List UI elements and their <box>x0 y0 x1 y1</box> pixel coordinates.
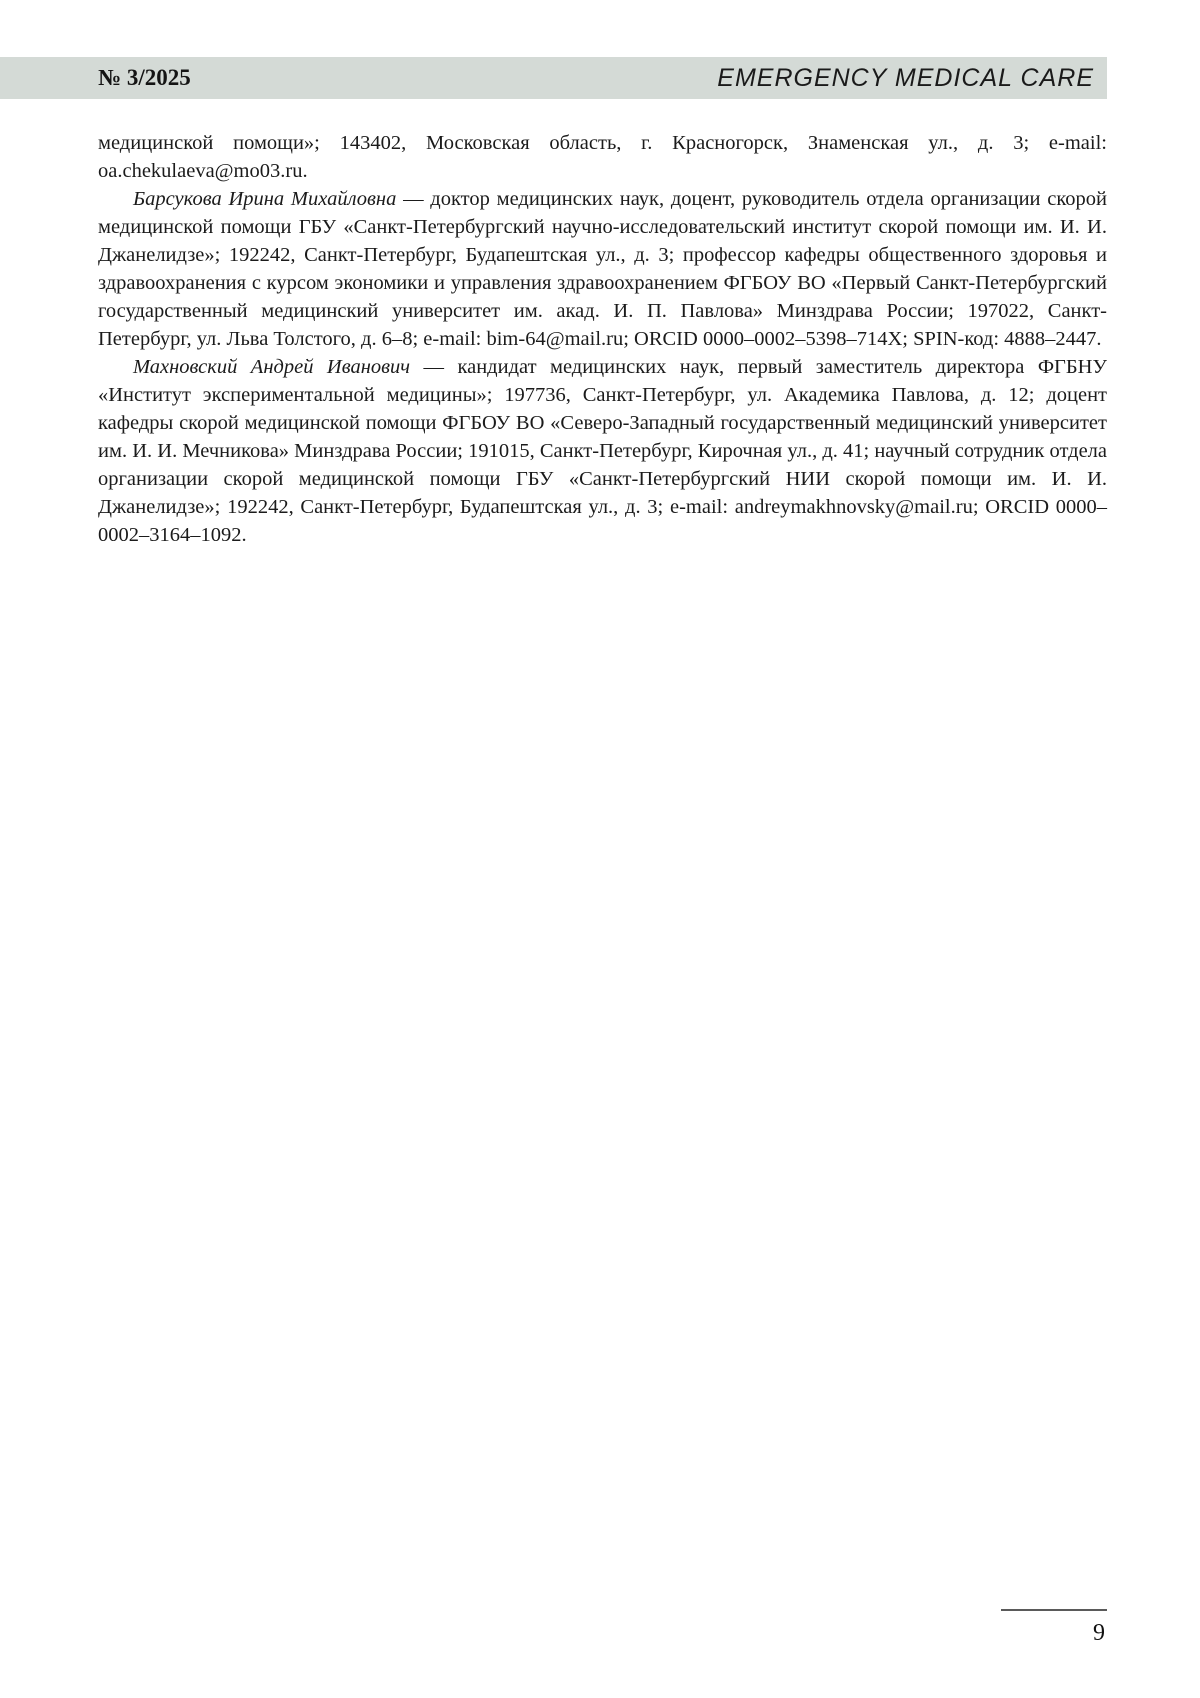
author-name: Махновский Андрей Иванович <box>133 356 411 378</box>
author-bio-text: медицинской помощи»; 143402, Московская область, г. Красногорск, Знаменская ул., д. 3; e-mail: oa.chekulaeva@mo03.ru. <box>98 132 1107 182</box>
page-header-bar <box>0 57 1107 99</box>
issue-number: № 3/2025 <box>98 65 191 90</box>
journal-title: EMERGENCY MEDICAL CARE <box>717 63 1094 92</box>
footer-rule <box>1001 1609 1107 1611</box>
author-bio-text: — доктор медицинских наук, доцент, руководитель отдела организации скорой медицинской помощи ГБУ «Санкт-Петербургский научно-исследовательский институт скорой помощи им. И. И. Джанелидзе»; 192242, Санкт-Петербург, Будапештская ул., д. 3; профессор кафедры общественного здоровья и здравоохранения с курсом экономики и управления здравоохранением ФГБОУ ВО «Первый Санкт-Петербургский государственный медицинский университет им. акад. И. П. Павлова» Минздрава России; 197022, Санкт-Петербург, ул. Льва Толстого, д. 6–8; e-mail: bim-64@mail.ru; ORCID 0000–0002–5398–714X; SPIN-код: 4888–2447. <box>98 188 1107 350</box>
author-name: Барсукова Ирина Михайловна <box>133 188 397 210</box>
authors-info-section <box>98 129 1107 549</box>
author-bio-paragraph <box>98 353 1107 549</box>
page-number: 9 <box>1093 1620 1105 1646</box>
author-bio-paragraph <box>98 185 1107 353</box>
author-bio-paragraph <box>98 129 1107 185</box>
author-bio-text: — кандидат медицинских наук, первый заместитель директора ФГБНУ «Институт экспериментальной медицины»; 197736, Санкт-Петербург, ул. Академика Павлова, д. 12; доцент кафедры скорой медицинской помощи ФГБОУ ВО «Северо-Западный государственный медицинский университет им. И. И. Мечникова» Минздрава России; 191015, Санкт-Петербург, Кирочная ул., д. 41; научный сотрудник отдела организации скорой медицинской помощи ГБУ «Санкт-Петербургский НИИ скорой помощи им. И. И. Джанелидзе»; 192242, Санкт-Петербург, Будапештская ул., д. 3; e-mail: andreymakhnovsky@mail.ru; ORCID 0000–0002–3164–1092. <box>98 356 1107 546</box>
